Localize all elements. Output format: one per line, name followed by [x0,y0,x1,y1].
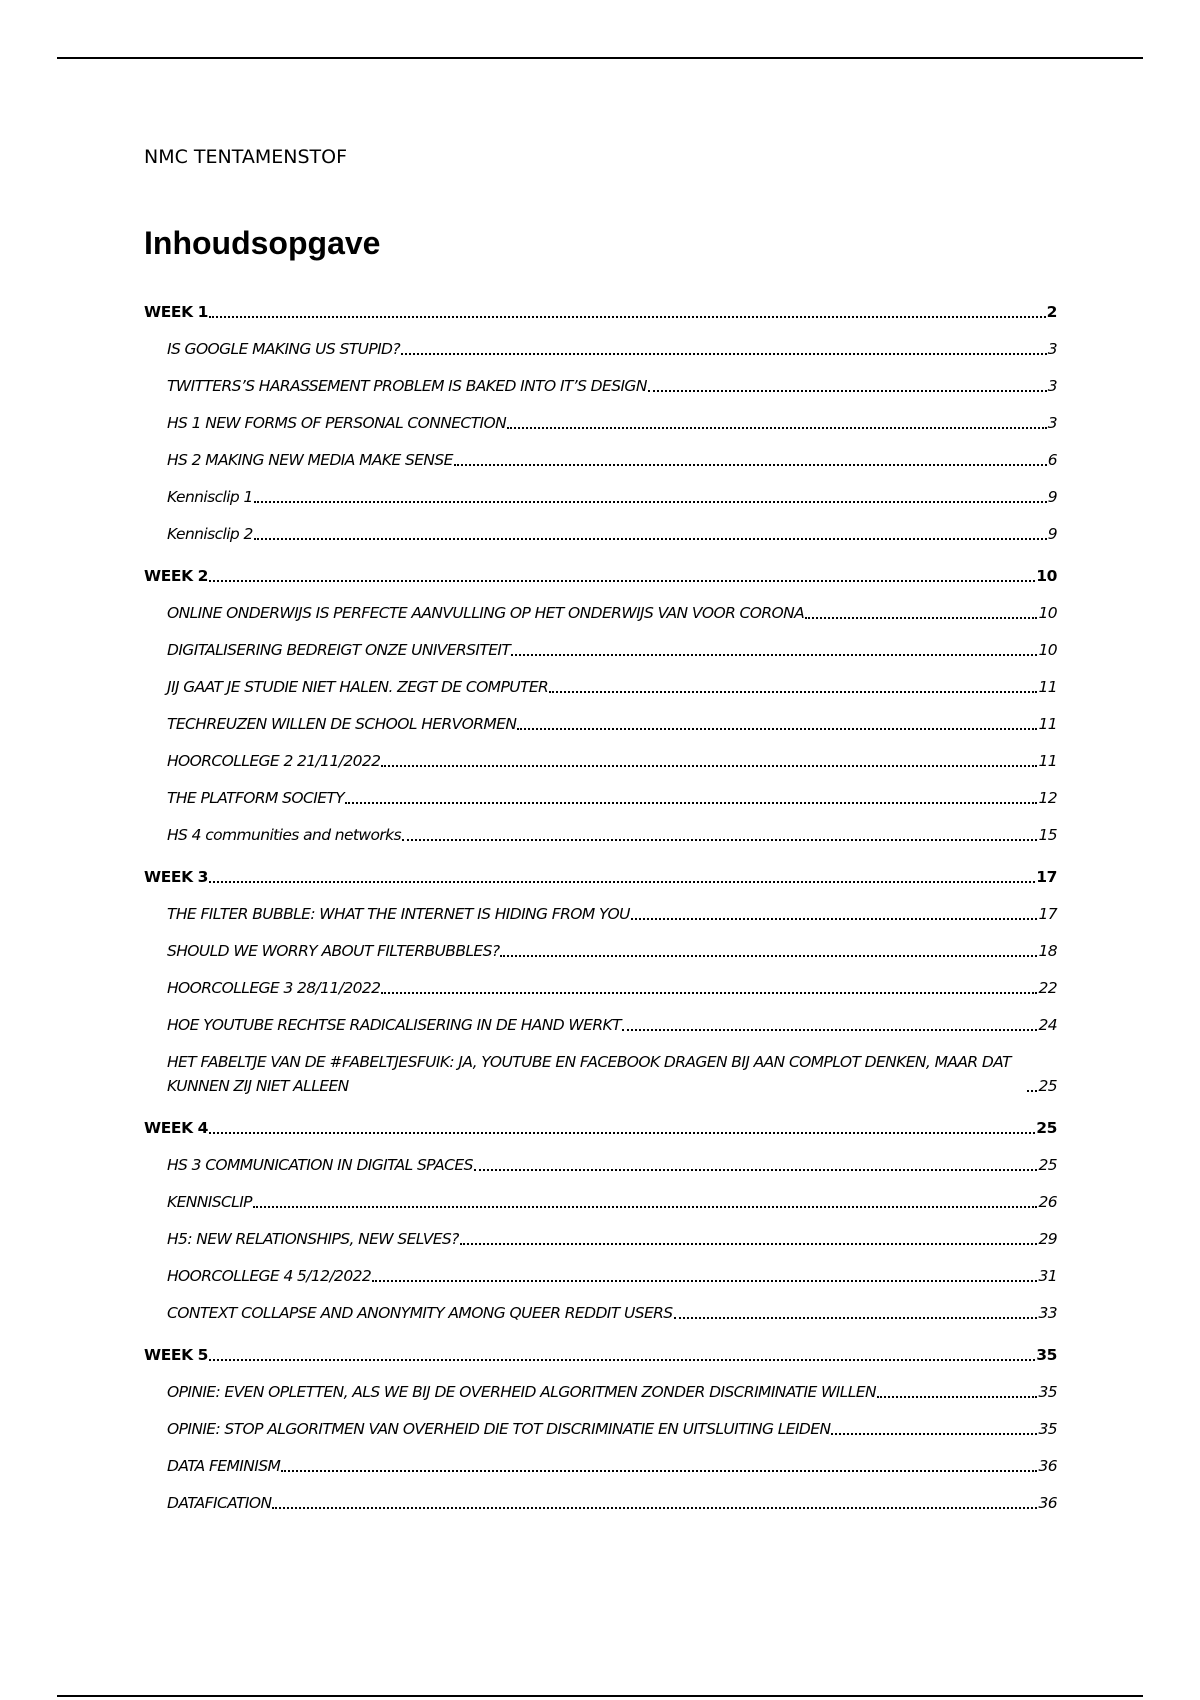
toc-entry-label: WEEK 4 [144,1119,209,1137]
toc-page-number: 11 [1038,752,1057,770]
table-of-contents [144,288,1057,1521]
dot-leader [254,538,1047,540]
toc-week-entry[interactable] [144,1331,1057,1367]
toc-entry-label: WEEK 5 [144,1346,209,1364]
toc-entry-label: DIGITALISERING BEDREIGT ONZE UNIVERSITEIT [167,641,511,659]
document-title: NMC TENTAMENSTOF [144,146,348,168]
toc-page-number: 17 [1036,868,1057,886]
toc-entry[interactable] [144,324,1057,361]
toc-entry-label: THE FILTER BUBBLE: WHAT THE INTERNET IS HIDING FROM YOU [167,905,630,923]
toc-entry[interactable] [144,361,1057,398]
dot-leader [209,1359,1035,1361]
toc-page-number: 25 [1036,1119,1057,1137]
dot-leader [345,802,1037,804]
dot-leader [454,464,1047,466]
toc-section [144,853,1057,1098]
dot-leader [877,1396,1037,1398]
toc-page-number: 10 [1038,604,1057,622]
toc-page-number: 2 [1046,303,1057,321]
toc-entry[interactable] [144,1037,1057,1098]
toc-section [144,1104,1057,1325]
toc-page-number: 3 [1047,414,1057,432]
dot-leader [254,501,1047,503]
toc-page-number: 11 [1038,715,1057,733]
toc-entry[interactable] [144,398,1057,435]
toc-week-entry[interactable] [144,288,1057,324]
toc-page-number: 10 [1036,567,1057,585]
toc-week-entry[interactable] [144,853,1057,889]
toc-entry-label: TECHREUZEN WILLEN DE SCHOOL HERVORMEN [167,715,517,733]
toc-entry[interactable] [144,773,1057,810]
toc-entry-label: WEEK 2 [144,567,209,585]
toc-entry-label: DATAFICATION [167,1494,272,1512]
dot-leader [402,839,1037,841]
toc-page-number: 12 [1038,789,1057,807]
toc-entry[interactable] [144,810,1057,847]
toc-entry-label: SHOULD WE WORRY ABOUT FILTERBUBBLES? [167,942,500,960]
toc-page-number: 18 [1038,942,1057,960]
dot-leader [648,390,1047,392]
toc-entry-label: Kennisclip 1 [167,488,253,506]
toc-entry[interactable] [144,889,1057,926]
toc-page-number: 24 [1038,1016,1057,1034]
toc-entry-label: ONLINE ONDERWIJS IS PERFECTE AANVULLING OP HET ONDERWIJS VAN VOOR CORONA [167,604,805,622]
toc-entry[interactable] [144,588,1057,625]
toc-entry-label: THE PLATFORM SOCIETY [167,789,345,807]
toc-section [144,1331,1057,1515]
toc-page-number: 10 [1038,641,1057,659]
toc-entry-label: TWITTERS’S HARASSEMENT PROBLEM IS BAKED INTO IT’S DESIGN [167,377,647,395]
toc-entry[interactable] [144,1404,1057,1441]
toc-page-number: 15 [1038,826,1057,844]
toc-page-number: 29 [1038,1230,1057,1248]
toc-entry[interactable] [144,1140,1057,1177]
toc-section [144,552,1057,847]
toc-page-number: 3 [1047,377,1057,395]
dot-leader [674,1317,1038,1319]
footer-rule [57,1695,1143,1697]
toc-page-number: 36 [1038,1457,1057,1475]
toc-entry-label: HS 3 COMMUNICATION IN DIGITAL SPACES [167,1156,473,1174]
toc-entry[interactable] [144,1214,1057,1251]
dot-leader [209,580,1035,582]
dot-leader [209,316,1046,318]
toc-page-number: 33 [1038,1304,1057,1322]
toc-entry-label: HS 2 MAKING NEW MEDIA MAKE SENSE [167,451,453,469]
toc-page-number: 11 [1038,678,1057,696]
toc-entry-label: Kennisclip 2 [167,525,253,543]
toc-page-number: 9 [1047,525,1057,543]
toc-entry[interactable] [144,509,1057,546]
toc-entry-label: OPINIE: STOP ALGORITMEN VAN OVERHEID DIE TOT DISCRIMINATIE EN UITSLUITING LEIDEN [167,1420,831,1438]
dot-leader [272,1507,1037,1509]
toc-entry[interactable] [144,699,1057,736]
toc-entry[interactable] [144,1288,1057,1325]
toc-entry-label: DATA FEMINISM [167,1457,281,1475]
toc-entry-label: HOE YOUTUBE RECHTSE RADICALISERING IN DE HAND WERKT [167,1016,621,1034]
toc-entry[interactable] [144,662,1057,699]
toc-page-number: 17 [1038,905,1057,923]
toc-page-number: 35 [1036,1346,1057,1364]
dot-leader [805,617,1037,619]
toc-page-number: 26 [1038,1193,1057,1211]
toc-section [144,288,1057,546]
dot-leader [460,1243,1038,1245]
toc-entry[interactable] [144,472,1057,509]
toc-heading: Inhoudsopgave [144,225,381,261]
dot-leader [209,1132,1035,1134]
toc-page-number: 35 [1038,1383,1057,1401]
dot-leader [507,427,1047,429]
toc-entry[interactable] [144,1251,1057,1288]
toc-week-entry[interactable] [144,552,1057,588]
toc-entry-label: HOORCOLLEGE 3 28/11/2022 [167,979,381,997]
toc-entry-label: HS 1 NEW FORMS OF PERSONAL CONNECTION [167,414,507,432]
toc-entry[interactable] [144,1367,1057,1404]
toc-entry[interactable] [144,963,1057,1000]
toc-entry[interactable] [144,1000,1057,1037]
dot-leader [1027,1090,1037,1092]
dot-leader [281,1470,1037,1472]
dot-leader [511,654,1037,656]
toc-entry-label: HET FABELTJE VAN DE #FABELTJESFUIK: JA, YOUTUBE EN FACEBOOK DRAGEN BIJ AAN COMPLOT DENKEN, MAAR DAT KUNNEN ZIJ NIET ALLEEN [167,1053,1011,1095]
dot-leader [381,765,1037,767]
toc-entry-label: HOORCOLLEGE 4 5/12/2022 [167,1267,372,1285]
toc-entry-label: KENNISCLIP [167,1193,252,1211]
toc-entry[interactable] [144,1478,1057,1515]
dot-leader [372,1280,1037,1282]
toc-entry-label: H5: NEW RELATIONSHIPS, NEW SELVES? [167,1230,459,1248]
toc-entry-label: HOORCOLLEGE 2 21/11/2022 [167,752,381,770]
toc-page-number: 3 [1047,340,1057,358]
toc-entry-label: HS 4 communities and networks [167,826,401,844]
toc-entry-label: JIJ GAAT JE STUDIE NIET HALEN. ZEGT DE COMPUTER [167,678,549,696]
toc-entry[interactable] [144,1177,1057,1214]
dot-leader [500,955,1037,957]
dot-leader [401,353,1047,355]
toc-page-number: 22 [1038,979,1057,997]
toc-entry-label: WEEK 3 [144,868,209,886]
dot-leader [209,881,1035,883]
dot-leader [631,918,1038,920]
toc-entry-label: IS GOOGLE MAKING US STUPID? [167,340,401,358]
toc-entry-label: CONTEXT COLLAPSE AND ANONYMITY AMONG QUEER REDDIT USERS [167,1304,673,1322]
toc-entry[interactable] [144,435,1057,472]
dot-leader [622,1029,1038,1031]
toc-page-number: 9 [1047,488,1057,506]
dot-leader [549,691,1037,693]
toc-page-number: 6 [1047,451,1057,469]
toc-entry[interactable] [144,736,1057,773]
dot-leader [831,1433,1037,1435]
toc-entry[interactable] [144,926,1057,963]
toc-page-number: 31 [1038,1267,1057,1285]
toc-page-number: 36 [1038,1494,1057,1512]
toc-entry[interactable] [144,1441,1057,1478]
toc-entry[interactable] [144,625,1057,662]
dot-leader [253,1206,1038,1208]
toc-week-entry[interactable] [144,1104,1057,1140]
dot-leader [381,992,1037,994]
header-rule [57,57,1143,59]
dot-leader [474,1169,1038,1171]
toc-entry-label: WEEK 1 [144,303,209,321]
toc-entry-label: OPINIE: EVEN OPLETTEN, ALS WE BIJ DE OVERHEID ALGORITMEN ZONDER DISCRIMINATIE WILLEN [167,1383,876,1401]
dot-leader [517,728,1037,730]
toc-page-number: 35 [1038,1420,1057,1438]
toc-page-number: 25 [1038,1156,1057,1174]
toc-page-number: 25 [1038,1077,1057,1095]
